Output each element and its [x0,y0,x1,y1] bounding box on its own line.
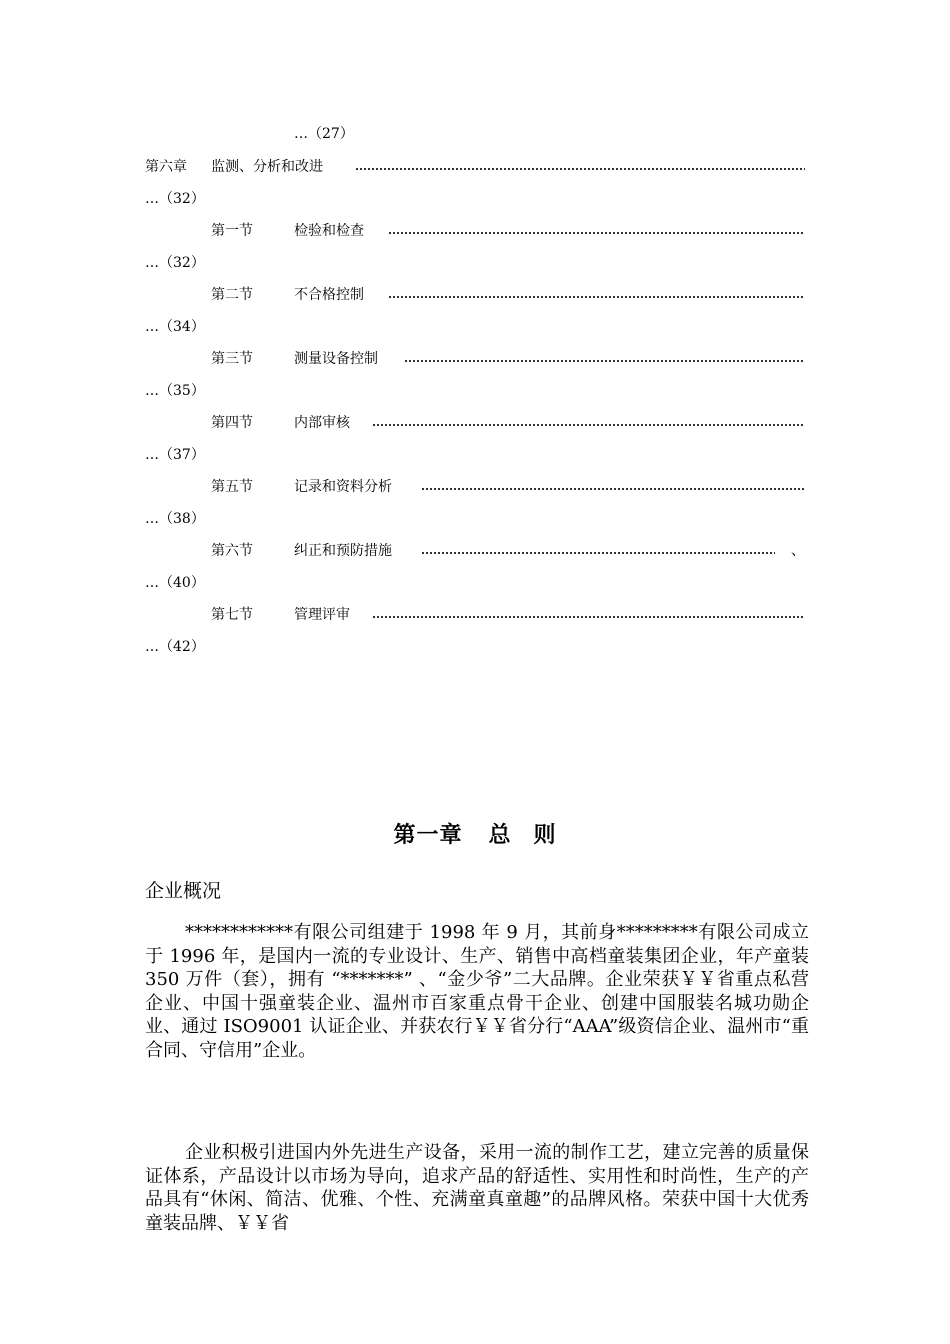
toc-chapter-title: 监测、分析和改进 [211,159,323,175]
toc-leader-dots [388,221,805,241]
toc-leader-dots [372,413,805,433]
toc-chapter-page: …（32） [145,191,205,207]
toc-page-ref: …（27） [294,126,354,142]
chapter-title-part2: 则 [533,822,557,848]
toc-chapter-number: 第六章 [145,159,187,175]
chapter-title [0,820,950,850]
toc-section-label: 第四节 [211,415,253,431]
toc-leader-dots [355,157,805,177]
chapter-number: 第一章 [393,822,463,848]
chapter-title-part1: 总 [488,822,512,848]
body-paragraph: ************有限公司组建于 1998 年 9 月，其前身*********有限公司成立于 1996 年，是国内一流的专业设计、生产、销售中高档童装集团企业，年产童装 350 万件（套），拥有 “*******” 、“金少爷”二大品牌。企业荣获￥￥省重点私营企业、中国十强童装企业、温州市百家重点骨干企业、创建中国服装名城功勋企业、通过 ISO9001 认证企业、并获农行￥￥省分行“AAA”级资信企业、温州市“重合同、守信用”企业。 [145,922,809,1061]
toc-section-page: …（40） [145,575,205,591]
toc-section-label: 第一节 [211,223,253,239]
toc-stray-comma: 、 [791,543,805,559]
toc-section-page: …（35） [145,383,205,399]
toc-section-title: 记录和资料分析 [294,479,392,495]
toc-section-title: 管理评审 [294,607,350,623]
toc-section-page: …（37） [145,447,205,463]
section-heading: 企业概况 [145,880,222,902]
toc-leader-dots [421,477,805,497]
toc-section-page: …（34） [145,319,205,335]
toc-leader-dots [388,285,805,305]
toc-section-title: 测量设备控制 [294,351,378,367]
toc-section-label: 第七节 [211,607,253,623]
toc-leader-dots [421,541,775,561]
toc-section-title: 纠正和预防措施 [294,543,392,559]
toc-chapter-entry [145,157,323,177]
toc-section-label: 第六节 [211,543,253,559]
toc-section-page: …（32） [145,255,205,271]
toc-section-page: …（42） [145,639,205,655]
toc-section-label: 第二节 [211,287,253,303]
body-paragraph: 企业积极引进国内外先进生产设备，采用一流的制作工艺，建立完善的质量保证体系，产品设计以市场为导向，追求产品的舒适性、实用性和时尚性，生产的产品具有“休闲、简洁、优雅、个性、充满童真童趣”的品牌风格。荣获中国十大优秀童装品牌、￥￥省 [145,1142,809,1234]
toc-section-label: 第五节 [211,479,253,495]
toc-section-page: …（38） [145,511,205,527]
toc-section-title: 内部审核 [294,415,350,431]
toc-leader-dots [372,605,805,625]
toc-section-title: 检验和检查 [294,223,364,239]
toc-section-title: 不合格控制 [294,287,364,303]
toc-leader-dots [404,349,805,369]
toc-section-label: 第三节 [211,351,253,367]
